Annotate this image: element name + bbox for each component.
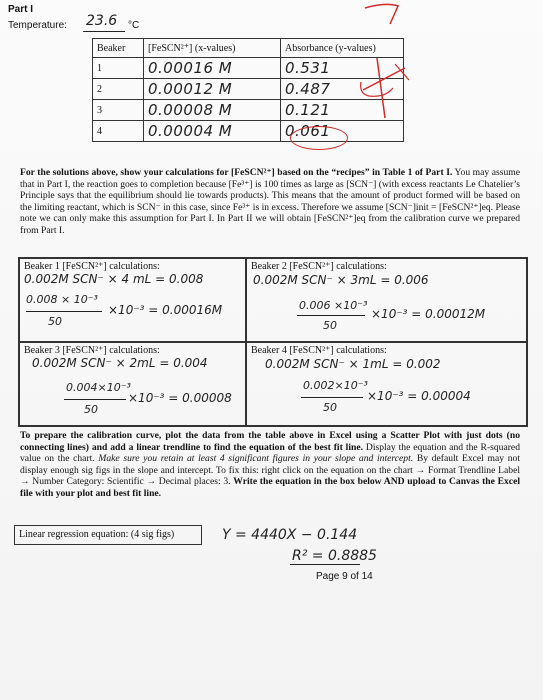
equation-label-box: Linear regression equation: (4 sig figs) <box>14 525 202 545</box>
temperature-underline <box>83 31 125 32</box>
concentration-cell: 0.00004 M <box>144 121 281 142</box>
beaker-2-numerator: 0.006 ×10⁻³ <box>299 299 368 312</box>
table-header-cell: Absorbance (y-values) <box>281 39 404 58</box>
beaker-3-calc-line: 0.002M SCN⁻ × 2mL = 0.004 <box>32 356 208 370</box>
instructions-text: You may assume that in Part I, the reaction goes to completion because [Fe³⁺] is 100 times as large as [SCN⁻] (with excess reactants Le Chatelier’s Principle says that the equilibrium should lie towards products). This means that the amount of product formed will be based on the limiting reactant, which is SCN⁻ in this case, since Fe³⁺ is in excess. Therefore we assume [SCN⁻]init = [FeSCN²⁺]eq. Please note we can only make this assumption for Part I. In Part II we will obtain [FeSCN²⁺]eq from the calibration curve we prepared from Part I. <box>20 167 520 236</box>
beaker-3-calc-title: Beaker 3 [FeSCN²⁺] calculations: <box>24 345 160 356</box>
table-header-cell: Beaker <box>93 39 144 58</box>
beaker-3-calc-cell <box>19 342 246 426</box>
beaker-4-calc-title: Beaker 4 [FeSCN²⁺] calculations: <box>251 345 387 356</box>
absorbance-cell: 0.531 <box>281 58 404 79</box>
beaker-3-result: ×10⁻³ = 0.00008 <box>128 391 232 405</box>
instructions-bold: For the solutions above, show your calculations for [FeSCN²⁺] based on the “recipes” in Table 1 of Part I. <box>20 167 453 178</box>
concentration-cell: 0.00016 M <box>144 58 281 79</box>
beaker-4-numerator: 0.002×10⁻³ <box>303 379 368 392</box>
beaker-2-fraction-bar <box>297 315 365 316</box>
instructions-text: Display the equation and the R-squared value on the chart. <box>20 441 520 464</box>
r-squared-value: R² = 0.8885 <box>292 548 377 564</box>
calculations-grid <box>18 257 528 427</box>
instructions-italic: Make sure you retain at least 4 significant figures in your slope and intercept. <box>98 453 414 464</box>
temperature-unit: °C <box>128 20 140 31</box>
beaker-1-calc-cell <box>19 258 246 342</box>
beaker-1-fraction-bar <box>26 311 102 312</box>
instructions-bold: Write the equation in the box below AND upload to Canvas the Excel file with your plot and best fit line. <box>20 476 520 499</box>
red-circle-annotation <box>290 126 348 150</box>
beaker-2-calc-cell <box>246 258 527 342</box>
beaker-3-fraction-bar <box>64 399 126 400</box>
beaker-1-denominator: 50 <box>48 315 62 328</box>
beaker-cell: 2 <box>93 79 144 100</box>
beaker-3-denominator: 50 <box>84 403 98 416</box>
instructions-bold: To prepare the calibration curve, plot the data from the table above in Excel using a Scatter Plot with just dots (no connecting lines) and add a linear trendline to find the equation of the best fit line. <box>20 430 520 453</box>
instructions-text: By default Excel may not display enough sig figs in the slope and intercept. To fix this: right click on the equation on the chart → Format Trendline Label → Number Category: Scientific → Decimal places: 3. <box>20 453 520 487</box>
beaker-2-calc-title: Beaker 2 [FeSCN²⁺] calculations: <box>251 261 387 272</box>
absorbance-cell: 0.061 <box>281 121 404 142</box>
beaker-1-calc-line: 0.002M SCN⁻ × 4 mL = 0.008 <box>24 272 204 286</box>
beaker-cell: 3 <box>93 100 144 121</box>
beaker-3-numerator: 0.004×10⁻³ <box>66 381 131 394</box>
beaker-4-fraction-bar <box>301 397 363 398</box>
instructions-paragraph-1 <box>20 167 520 236</box>
equation-value: Y = 4440X − 0.144 <box>222 527 358 543</box>
temperature-label: Temperature: <box>8 20 67 31</box>
concentration-cell: 0.00008 M <box>144 100 281 121</box>
absorbance-cell: 0.121 <box>281 100 404 121</box>
beaker-2-denominator: 50 <box>323 319 337 332</box>
beaker-4-calc-cell <box>246 342 527 426</box>
table-header-cell: [FeSCN²⁺] (x-values) <box>144 39 281 58</box>
temperature-value: 23.6 <box>86 13 118 29</box>
part-label: Part I <box>8 4 34 15</box>
beaker-2-result: ×10⁻³ = 0.00012M <box>371 307 486 321</box>
beaker-2-calc-line: 0.002M SCN⁻ × 3mL = 0.006 <box>253 273 429 287</box>
beaker-cell: 1 <box>93 58 144 79</box>
beaker-cell: 4 <box>93 121 144 142</box>
beaker-4-denominator: 50 <box>323 401 337 414</box>
beaker-1-result: ×10⁻³ = 0.00016M <box>108 303 223 317</box>
r-squared-underline <box>290 564 360 565</box>
red-x-mark-icon <box>355 50 415 125</box>
red-check-mark-icon <box>360 0 410 30</box>
beaker-1-calc-title: Beaker 1 [FeSCN²⁺] calculations: <box>24 261 160 272</box>
beaker-4-calc-line: 0.002M SCN⁻ × 1mL = 0.002 <box>265 357 441 371</box>
beaker-1-numerator: 0.008 × 10⁻³ <box>26 293 98 306</box>
instructions-paragraph-2 <box>20 430 520 499</box>
absorbance-cell: 0.487 <box>281 79 404 100</box>
page-number: Page 9 of 14 <box>316 571 373 582</box>
beaker-4-result: ×10⁻³ = 0.00004 <box>367 389 471 403</box>
concentration-cell: 0.00012 M <box>144 79 281 100</box>
